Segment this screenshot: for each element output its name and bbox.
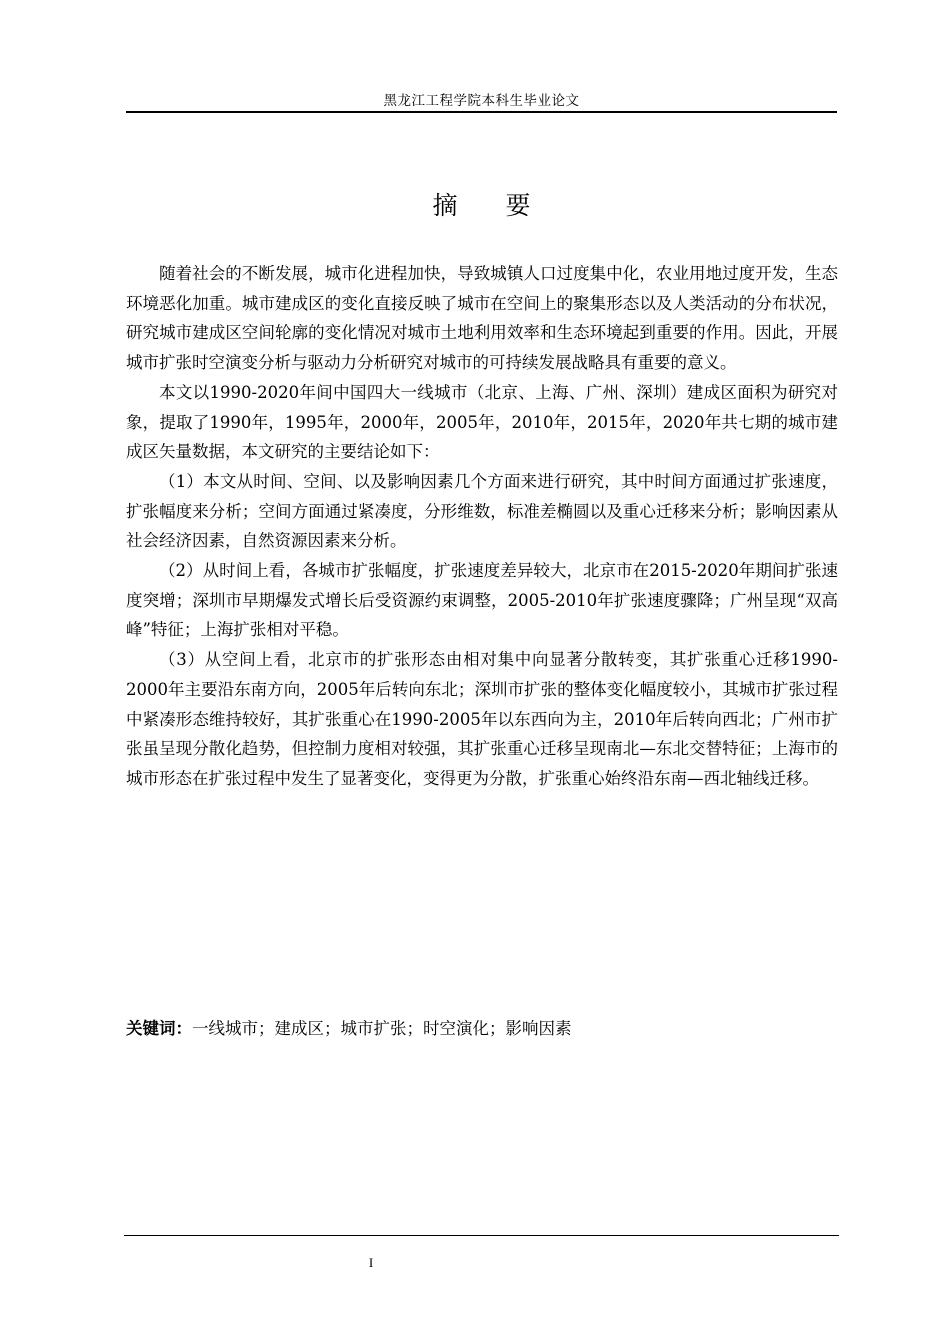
abstract-title	[126, 188, 837, 224]
abstract-paragraph-5: （3）从空间上看，北京市的扩张形态由相对集中向显著分散转变，其扩张重心迁移1990-2000年主要沿东南方向，2005年后转向东北；深圳市扩张的整体变化幅度较小，其城市扩张过程中紧凑形态维持较好，其扩张重心在1990-2005年以东西向为主，2010年后转向西北；广州市扩张虽呈现分散化趋势，但控制力度相对较强，其扩张重心迁移呈现南北—东北交替特征；上海市的城市形态在扩张过程中发生了显著变化，变得更为分散，扩张重心始终沿东南—西北轴线迁移。	[126, 650, 838, 788]
abstract-paragraph-2: 本文以1990-2020年间中国四大一线城市（北京、上海、广州、深圳）建成区面积为研究对象，提取了1990年，1995年，2000年，2005年，2010年，2015年，2020年共七期的城市建成区矢量数据，本文研究的主要结论如下：	[126, 382, 838, 462]
keywords-line	[126, 1014, 838, 1043]
abstract-paragraph-4: （2）从时间上看，各城市扩张幅度，扩张速度差异较大，北京市在2015-2020年期间扩张速度突增；深圳市早期爆发式增长后受资源约束调整，2005-2010年扩张速度骤降；广州呈现“双高峰”特征；上海扩张相对平稳。	[126, 561, 838, 640]
abstract-body	[126, 259, 838, 794]
keywords-list: 一线城市；建成区；城市扩张；时空演化；影响因素	[192, 1019, 572, 1038]
abstract-title-char-2: 要	[505, 191, 531, 220]
footer-rule	[124, 1235, 839, 1236]
abstract-paragraph-1: 随着社会的不断发展，城市化进程加快，导致城镇人口过度集中化，农业用地过度开发，生态环境恶化加重。城市建成区的变化直接反映了城市在空间上的聚集形态以及人类活动的分布状况，研究城市建成区空间轮廓的变化情况对城市土地利用效率和生态环境起到重要的作用。因此，开展城市扩张时空演变分析与驱动力分析研究对城市的可持续发展战略具有重要的意义。	[126, 264, 838, 373]
abstract-title-char-1: 摘	[432, 191, 458, 220]
page-header	[126, 92, 837, 113]
abstract-paragraph-3: （1）本文从时间、空间、以及影响因素几个方面来进行研究，其中时间方面通过扩张速度，扩张幅度来分析；空间方面通过紧凑度，分形维数，标准差椭圆以及重心迁移来分析；影响因素从社会经济因素，自然资源因素来分析。	[126, 471, 838, 551]
header-text: 黑龙江工程学院本科生毕业论文	[383, 93, 580, 109]
keywords-label: 关键词：	[126, 1019, 192, 1038]
page-number: I	[368, 1255, 374, 1270]
